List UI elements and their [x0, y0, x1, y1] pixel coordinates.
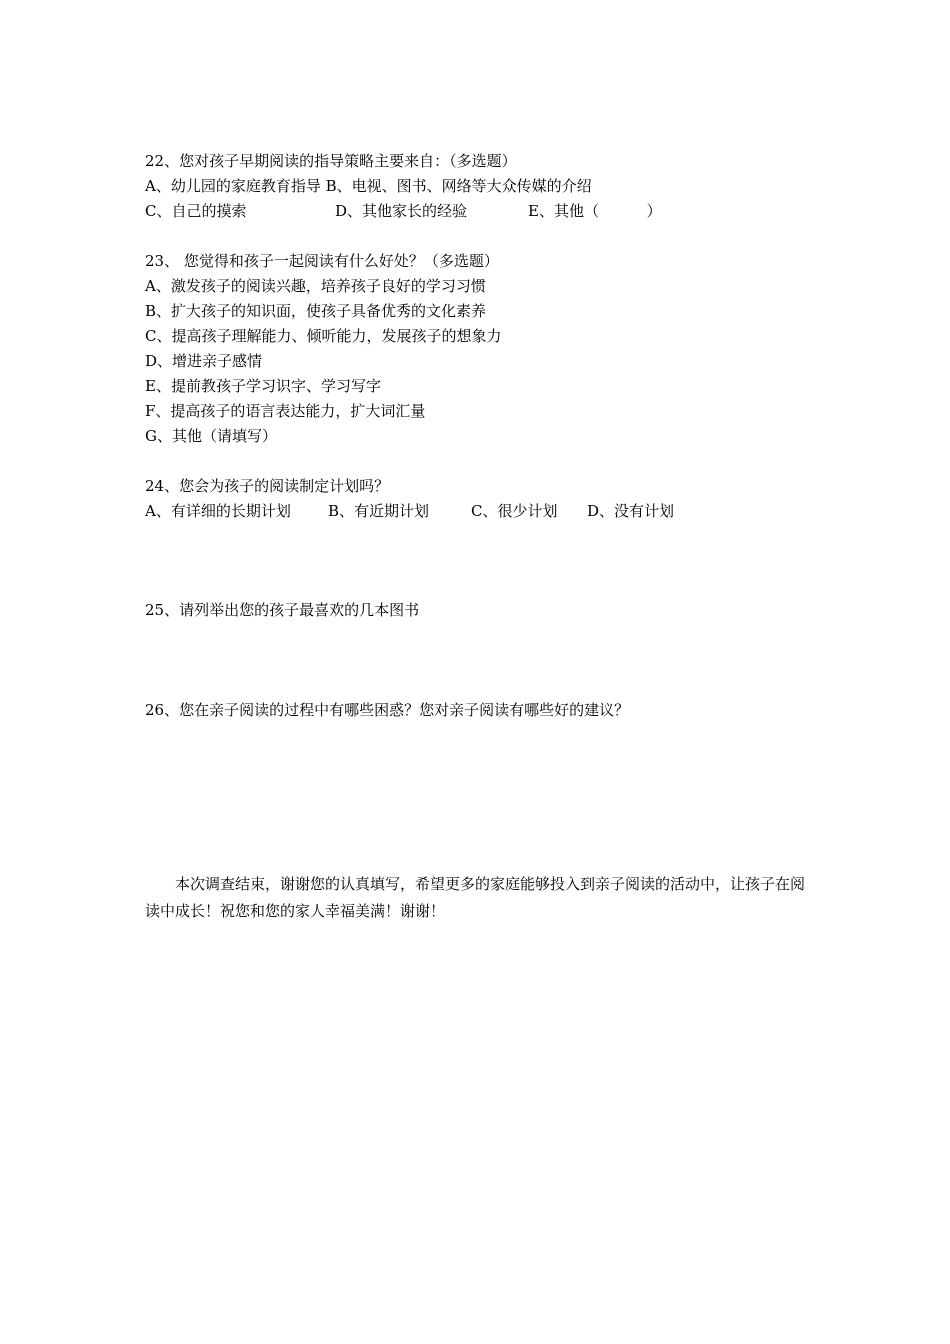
- question-26-title: 26、您在亲子阅读的过程中有哪些困惑？您对亲子阅读有哪些好的建议？: [145, 701, 630, 719]
- question-23-option: D、增进亲子感情: [145, 352, 263, 370]
- question-24-option-d: D、没有计划: [587, 502, 675, 520]
- question-24-option-b: B、有近期计划: [328, 502, 430, 520]
- question-24-title: 24、您会为孩子的阅读制定计划吗？: [145, 477, 390, 495]
- closing-paragraph: 本次调查结束，谢谢您的认真填写，希望更多的家庭能够投入到亲子阅读的活动中，让孩子在阅读中成长！祝您和您的家人幸福美满！谢谢！: [145, 875, 806, 920]
- question-23-option: G、其他（请填写）: [145, 427, 277, 445]
- question-22-options-ab: A、幼儿园的家庭教育指导 B、电视、图书、网络等大众传媒的介绍: [145, 177, 592, 195]
- question-24-option-c: C、很少计划: [471, 502, 558, 520]
- question-23-option: F、提高孩子的语言表达能力，扩大词汇量: [145, 402, 426, 420]
- question-23-option: E、提前教孩子学习识字、学习写字: [145, 377, 381, 395]
- question-23-option: C、提高孩子理解能力、倾听能力，发展孩子的想象力: [145, 327, 502, 345]
- question-23-title: 23、 您觉得和孩子一起阅读有什么好处？（多选题）: [145, 252, 499, 270]
- question-22-option-c: C、自己的摸索: [145, 202, 247, 220]
- question-23-option: B、扩大孩子的知识面，使孩子具备优秀的文化素养: [145, 302, 487, 320]
- question-24-option-a: A、有详细的长期计划: [145, 502, 291, 520]
- question-25-title: 25、请列举出您的孩子最喜欢的几本图书: [145, 601, 420, 619]
- question-22-title: 22、您对孩子早期阅读的指导策略主要来自：（多选题）: [145, 152, 517, 170]
- question-22-option-d: D、其他家长的经验: [335, 202, 468, 220]
- question-22-option-e: E、其他（ ）: [528, 202, 662, 220]
- question-23-option: A、激发孩子的阅读兴趣，培养孩子良好的学习习惯: [145, 277, 486, 295]
